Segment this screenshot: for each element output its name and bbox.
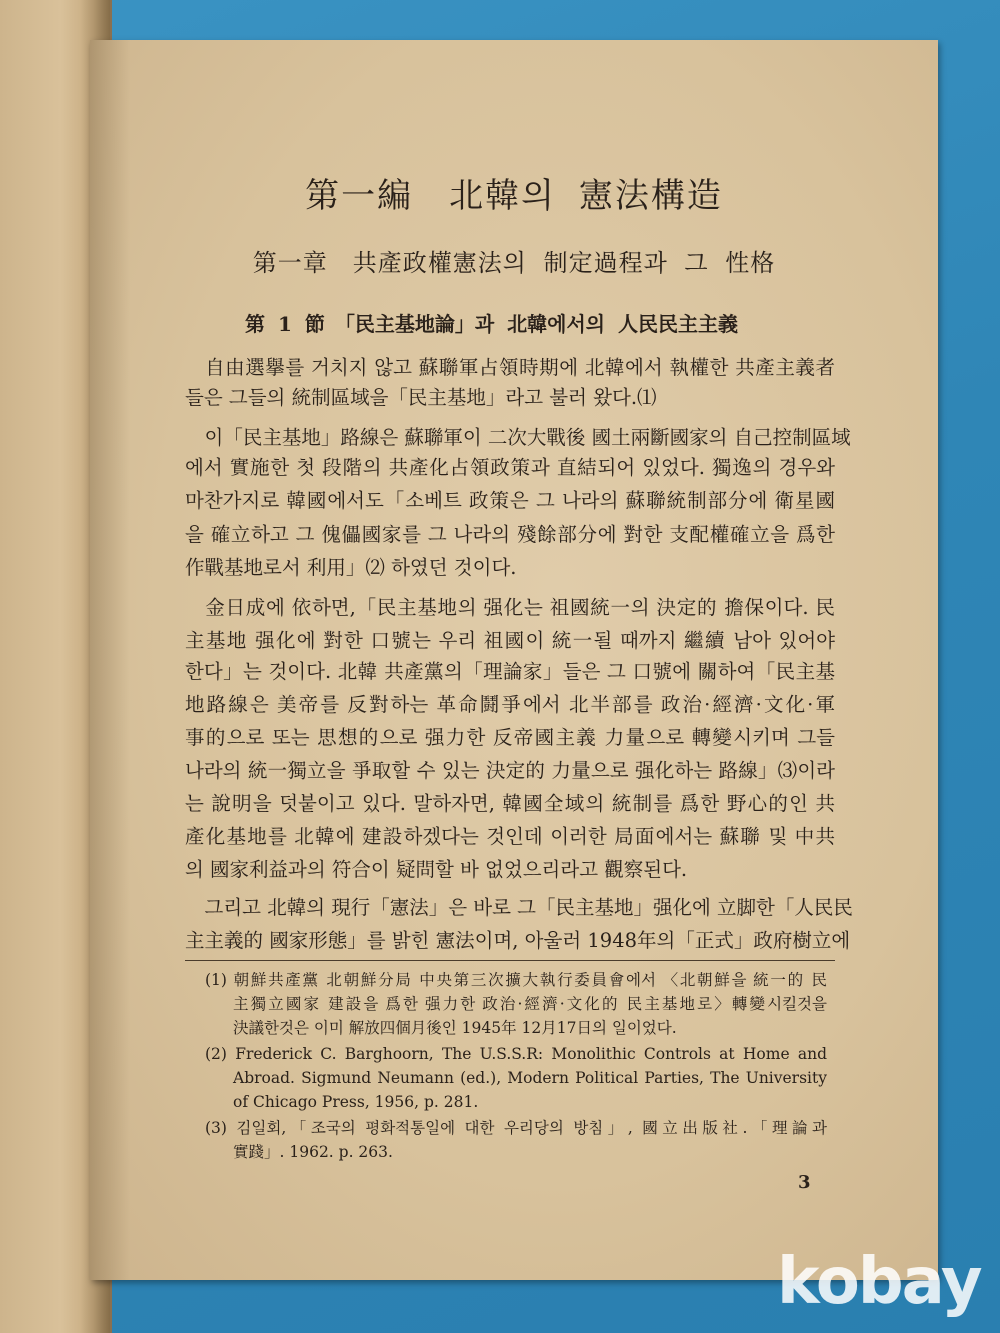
body-line: 事的으로 또는 思想的으로 强力한 反帝國主義 力量으로 轉變시키며 그들 xyxy=(185,726,835,749)
footnote-line: of Chicago Press, 1956, p. 281. xyxy=(233,1093,479,1111)
body-line: 主基地 强化에 對한 口號는 우리 祖國이 統一될 때까지 繼續 남아 있어야 xyxy=(185,629,835,652)
footnote-line: 決議한것은 이미 解放四個月後인 1945年 12月17日의 일이었다. xyxy=(233,1019,677,1037)
section-title: 第 1 節 「民主基地論」과 北韓에서의 人民民主主義 xyxy=(245,312,739,336)
body-line: 을 確立하고 그 傀儡國家를 그 나라의 殘餘部分에 對한 支配權確立을 爲한 xyxy=(185,523,835,546)
chapter-title: 第一章 共產政權憲法의 制定過程과 그 性格 xyxy=(252,249,776,277)
body-line: 들은 그들의 統制區域을「民主基地」라고 불러 왔다.⑴ xyxy=(185,386,657,409)
body-line: 主主義的 國家形態」를 밝힌 憲法이며, 아울러 1948年의「正式」政府樹立에 xyxy=(185,929,851,952)
footnote-line: 實踐」. 1962. p. 263. xyxy=(233,1143,393,1161)
body-line: 產化基地를 北韓에 建設하겠다는 것인데 이러한 局面에서는 蘇聯 및 中共 xyxy=(185,825,835,848)
footnote-line: Abroad. Sigmund Neumann (ed.), Modern Political Parties, The University xyxy=(233,1069,827,1087)
page-number: 3 xyxy=(798,1172,811,1193)
body-line: 한다」는 것이다. 北韓 共產黨의「理論家」들은 그 口號에 關하여「民主基 xyxy=(185,660,835,683)
body-line: 地路線은 美帝를 反對하는 革命鬪爭에서 北半部를 政治·經濟·文化·軍 xyxy=(185,693,835,716)
body-line: 自由選擧를 거치지 않고 蘇聯軍占領時期에 北韓에서 執權한 共產主義者 xyxy=(185,356,835,379)
page-gutter-shadow xyxy=(90,40,130,1280)
body-line: 그리고 北韓의 現行「憲法」은 바로 그「民主基地」强化에 立脚한「人民民 xyxy=(185,896,853,919)
footnote-line: (3) 김일회,「조국의 평화적통일에 대한 우리당의 방침」, 國立出版社.「理論과 xyxy=(205,1119,827,1137)
book-page xyxy=(90,40,938,1280)
footnote-line: (1) 朝鮮共產黨 北朝鮮分局 中央第三次擴大執行委員會에서 〈北朝鮮을 統一的 民 xyxy=(205,971,827,989)
body-line: 의 國家利益과의 符合이 疑問할 바 없었으리라고 觀察된다. xyxy=(185,858,688,881)
footnote-line: 主獨立國家 建設을 爲한 强力한 政治·經濟·文化的 民主基地로〉轉變시킬것을 xyxy=(233,995,827,1013)
footnote-line: (2) Frederick C. Barghoorn, The U.S.S.R: Monolithic Controls at Home and xyxy=(205,1045,827,1063)
kobay-watermark: kobay xyxy=(777,1245,981,1319)
body-line: 나라의 統一獨立을 爭取할 수 있는 決定的 力量으로 强化하는 路線」⑶이라 xyxy=(185,759,835,782)
body-line: 마찬가지로 韓國에서도「소베트 政策은 그 나라의 蘇聯統制部分에 衛星國 xyxy=(185,489,835,512)
body-line: 金日成에 依하면,「民主基地의 强化는 祖國統一의 決定的 擔保이다. 民 xyxy=(185,596,835,619)
body-line: 에서 實施한 첫 段階의 共產化占領政策과 直結되어 있었다. 獨逸의 경우와 xyxy=(185,456,835,479)
body-line: 作戰基地로서 利用」⑵ 하였던 것이다. xyxy=(185,556,517,579)
body-line: 이「民主基地」路線은 蘇聯軍이 二次大戰後 國土兩斷國家의 自己控制區域 xyxy=(185,426,851,449)
footnote-divider xyxy=(185,960,835,961)
body-line: 는 說明을 덧붙이고 있다. 말하자면, 韓國全域의 統制를 爲한 野心的인 共 xyxy=(185,792,835,815)
part-title: 第一編 北韓의 憲法構造 xyxy=(305,176,723,216)
